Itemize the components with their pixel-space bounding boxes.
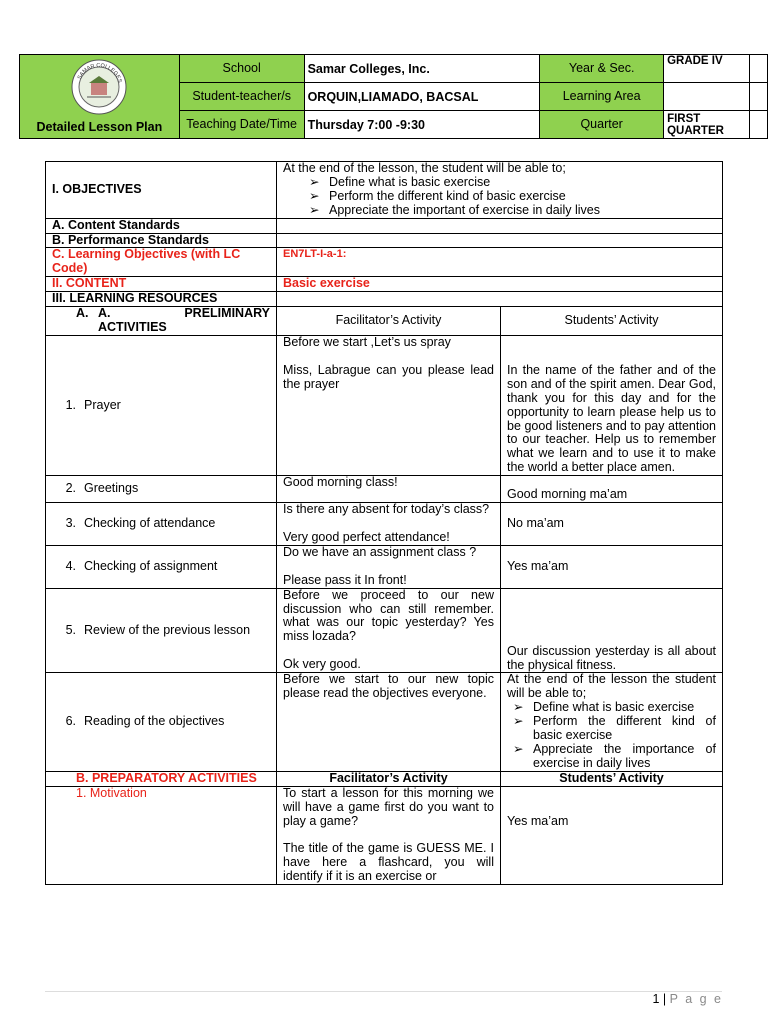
review-row — [46, 588, 723, 673]
facilitator-line: To start a lesson for this morning we will have a game first do you want to play a game? — [283, 785, 494, 828]
school-label: School — [179, 55, 304, 83]
item-label: Prayer — [84, 397, 121, 412]
preparatory-label: B. PREPARATORY ACTIVITIES — [46, 771, 277, 786]
objectives-row — [46, 162, 723, 219]
objective-item: ➢ Define what is basic exercise — [329, 176, 716, 190]
motivation-student — [501, 786, 723, 884]
area-label: Learning Area — [540, 83, 664, 111]
learning-objectives-row — [46, 248, 723, 277]
header-extra-cell — [750, 111, 768, 139]
assignment-row — [46, 545, 723, 588]
content-label: II. CONTENT — [46, 277, 277, 292]
reading-row — [46, 673, 723, 771]
content-standards-label: A. Content Standards — [46, 218, 277, 233]
attendance-row — [46, 503, 723, 546]
date-value: Thursday 7:00 -9:30 — [304, 111, 540, 139]
objective-item: ➢ Perform the different kind of basic exercise — [329, 190, 716, 204]
page-word: P a g e — [669, 992, 723, 1006]
item-number: 3. — [65, 515, 76, 530]
school-logo-icon — [71, 59, 127, 115]
item-number: 1. — [65, 397, 76, 412]
facilitator-line: Before we proceed to our new discussion who can still remember. what was our topic yesterday? Yes miss lozada? — [283, 587, 494, 644]
reading-objectives-list — [507, 701, 716, 771]
item-label: Checking of attendance — [84, 515, 216, 530]
attendance-student — [501, 503, 723, 546]
objective-item: ➢ Appreciate the importance of exercise in daily lives — [533, 743, 716, 771]
prayer-facilitator — [277, 335, 501, 475]
preparatory-students-header: Students’ Activity — [501, 771, 723, 786]
assignment-facilitator — [277, 545, 501, 588]
preparatory-header-row — [46, 771, 723, 786]
student-line: Good morning ma’am — [507, 487, 628, 502]
review-student — [501, 588, 723, 673]
motivation-label: 1. Motivation — [46, 786, 277, 884]
item-number: 4. — [65, 558, 76, 573]
teacher-label: Student-teacher/s — [179, 83, 304, 111]
objectives-intro: At the end of the lesson, the student will be able to; — [283, 161, 566, 175]
facilitator-line: Before we start ,Let’s us spray — [283, 334, 451, 349]
preliminary-label: A. A. PRELIMINARY ACTIVITIES — [46, 307, 277, 336]
logo-text: SAMAR COLLEGES — [77, 62, 123, 84]
motivation-facilitator — [277, 786, 501, 884]
resources-label: III. LEARNING RESOURCES — [46, 292, 277, 307]
review-facilitator — [277, 588, 501, 673]
header-extra-cell — [750, 55, 768, 83]
objectives-list — [283, 176, 716, 218]
item-number: 2. — [65, 481, 76, 496]
student-line: At the end of the lesson the student will be able to; — [507, 672, 716, 701]
content-value: Basic exercise — [277, 277, 723, 292]
greetings-student — [501, 476, 723, 503]
resources-row — [46, 292, 723, 307]
student-line: No ma’am — [507, 516, 564, 531]
content-row — [46, 277, 723, 292]
facilitator-line: The title of the game is GUESS ME. I have here a flashcard, you will identify if it is an exercise or — [283, 841, 494, 884]
facilitator-header: Facilitator’s Activity — [277, 307, 501, 336]
student-line: In the name of the father and of the son and of the spirit amen. Dear God, thank you for this day and for the opportunity to learn please help us to be good listeners and to pay attention to our teacher. Help us to remember what we learn and to use it to make the world a better place amen. — [507, 362, 716, 475]
quarter-value: FIRST QUARTER — [664, 111, 750, 139]
footer-divider — [45, 991, 722, 992]
prayer-label — [46, 335, 277, 475]
page-number: 1 | P a g e — [652, 992, 723, 1006]
content-standards-value — [277, 218, 723, 233]
preliminary-label-text: A. PRELIMINARY ACTIVITIES — [98, 306, 270, 334]
learning-objectives-label: C. Learning Objectives (with LC Code) — [46, 248, 277, 277]
date-label: Teaching Date/Time — [179, 111, 304, 139]
attendance-facilitator — [277, 503, 501, 546]
prayer-student — [501, 335, 723, 475]
teacher-value: ORQUIN,LIAMADO, BACSAL — [304, 83, 540, 111]
objective-item: ➢ Perform the different kind of basic exercise — [533, 715, 716, 743]
facilitator-line: Please pass it In front! — [283, 572, 407, 587]
quarter-label: Quarter — [540, 111, 664, 139]
item-label: Greetings — [84, 481, 139, 496]
students-header: Students’ Activity — [501, 307, 723, 336]
student-line: Our discussion yesterday is all about the physical fitness. — [507, 643, 716, 672]
content-standards-row — [46, 218, 723, 233]
header-title: Detailed Lesson Plan — [36, 120, 163, 135]
performance-standards-value — [277, 233, 723, 248]
item-label: Checking of assignment — [84, 558, 218, 573]
year-value: GRADE IV — [664, 55, 750, 83]
item-number: 5. — [65, 622, 76, 637]
lesson-table — [45, 161, 723, 885]
learning-objectives-code: EN7LT-I-a-1: — [277, 248, 723, 277]
facilitator-line: Ok very good. — [283, 657, 361, 672]
page-number-value: 1 — [652, 992, 660, 1006]
review-label — [46, 588, 277, 673]
area-value — [664, 83, 750, 111]
prayer-row — [46, 335, 723, 475]
reading-label — [46, 673, 277, 771]
greetings-facilitator: Good morning class! — [277, 476, 501, 503]
objective-item: ➢ Define what is basic exercise — [533, 701, 716, 715]
item-number: 6. — [65, 714, 76, 729]
assignment-label — [46, 545, 277, 588]
greetings-label — [46, 476, 277, 503]
greetings-row — [46, 476, 723, 503]
objective-item: ➢ Appreciate the important of exercise in daily lives — [329, 204, 716, 218]
resources-value — [277, 292, 723, 307]
preparatory-facilitator-header: Facilitator’s Activity — [277, 771, 501, 786]
assignment-student — [501, 545, 723, 588]
student-line: Yes ma’am — [507, 558, 569, 573]
objectives-content — [277, 162, 723, 219]
facilitator-line: Very good perfect attendance! — [283, 529, 450, 544]
item-label: Review of the previous lesson — [84, 622, 251, 637]
motivation-row — [46, 786, 723, 884]
student-line: Yes ma’am — [507, 813, 569, 828]
facilitator-line: Is there any absent for today’s class? — [283, 502, 490, 517]
objectives-label: I. OBJECTIVES — [46, 162, 277, 219]
attendance-label — [46, 503, 277, 546]
facilitator-line: Do we have an assignment class ? — [283, 544, 477, 559]
reading-student — [501, 673, 723, 771]
header-extra-cell — [750, 83, 768, 111]
header-logo-cell — [20, 55, 180, 139]
performance-standards-row — [46, 233, 723, 248]
preliminary-header-row — [46, 307, 723, 336]
item-label: Reading of the objectives — [84, 714, 225, 729]
school-value: Samar Colleges, Inc. — [304, 55, 540, 83]
performance-standards-label: B. Performance Standards — [46, 233, 277, 248]
year-label: Year & Sec. — [540, 55, 664, 83]
facilitator-line: Miss, Labrague can you please lead the prayer — [283, 362, 494, 391]
header-table — [19, 54, 768, 139]
reading-facilitator: Before we start to our new topic please read the objectives everyone. — [277, 673, 501, 771]
